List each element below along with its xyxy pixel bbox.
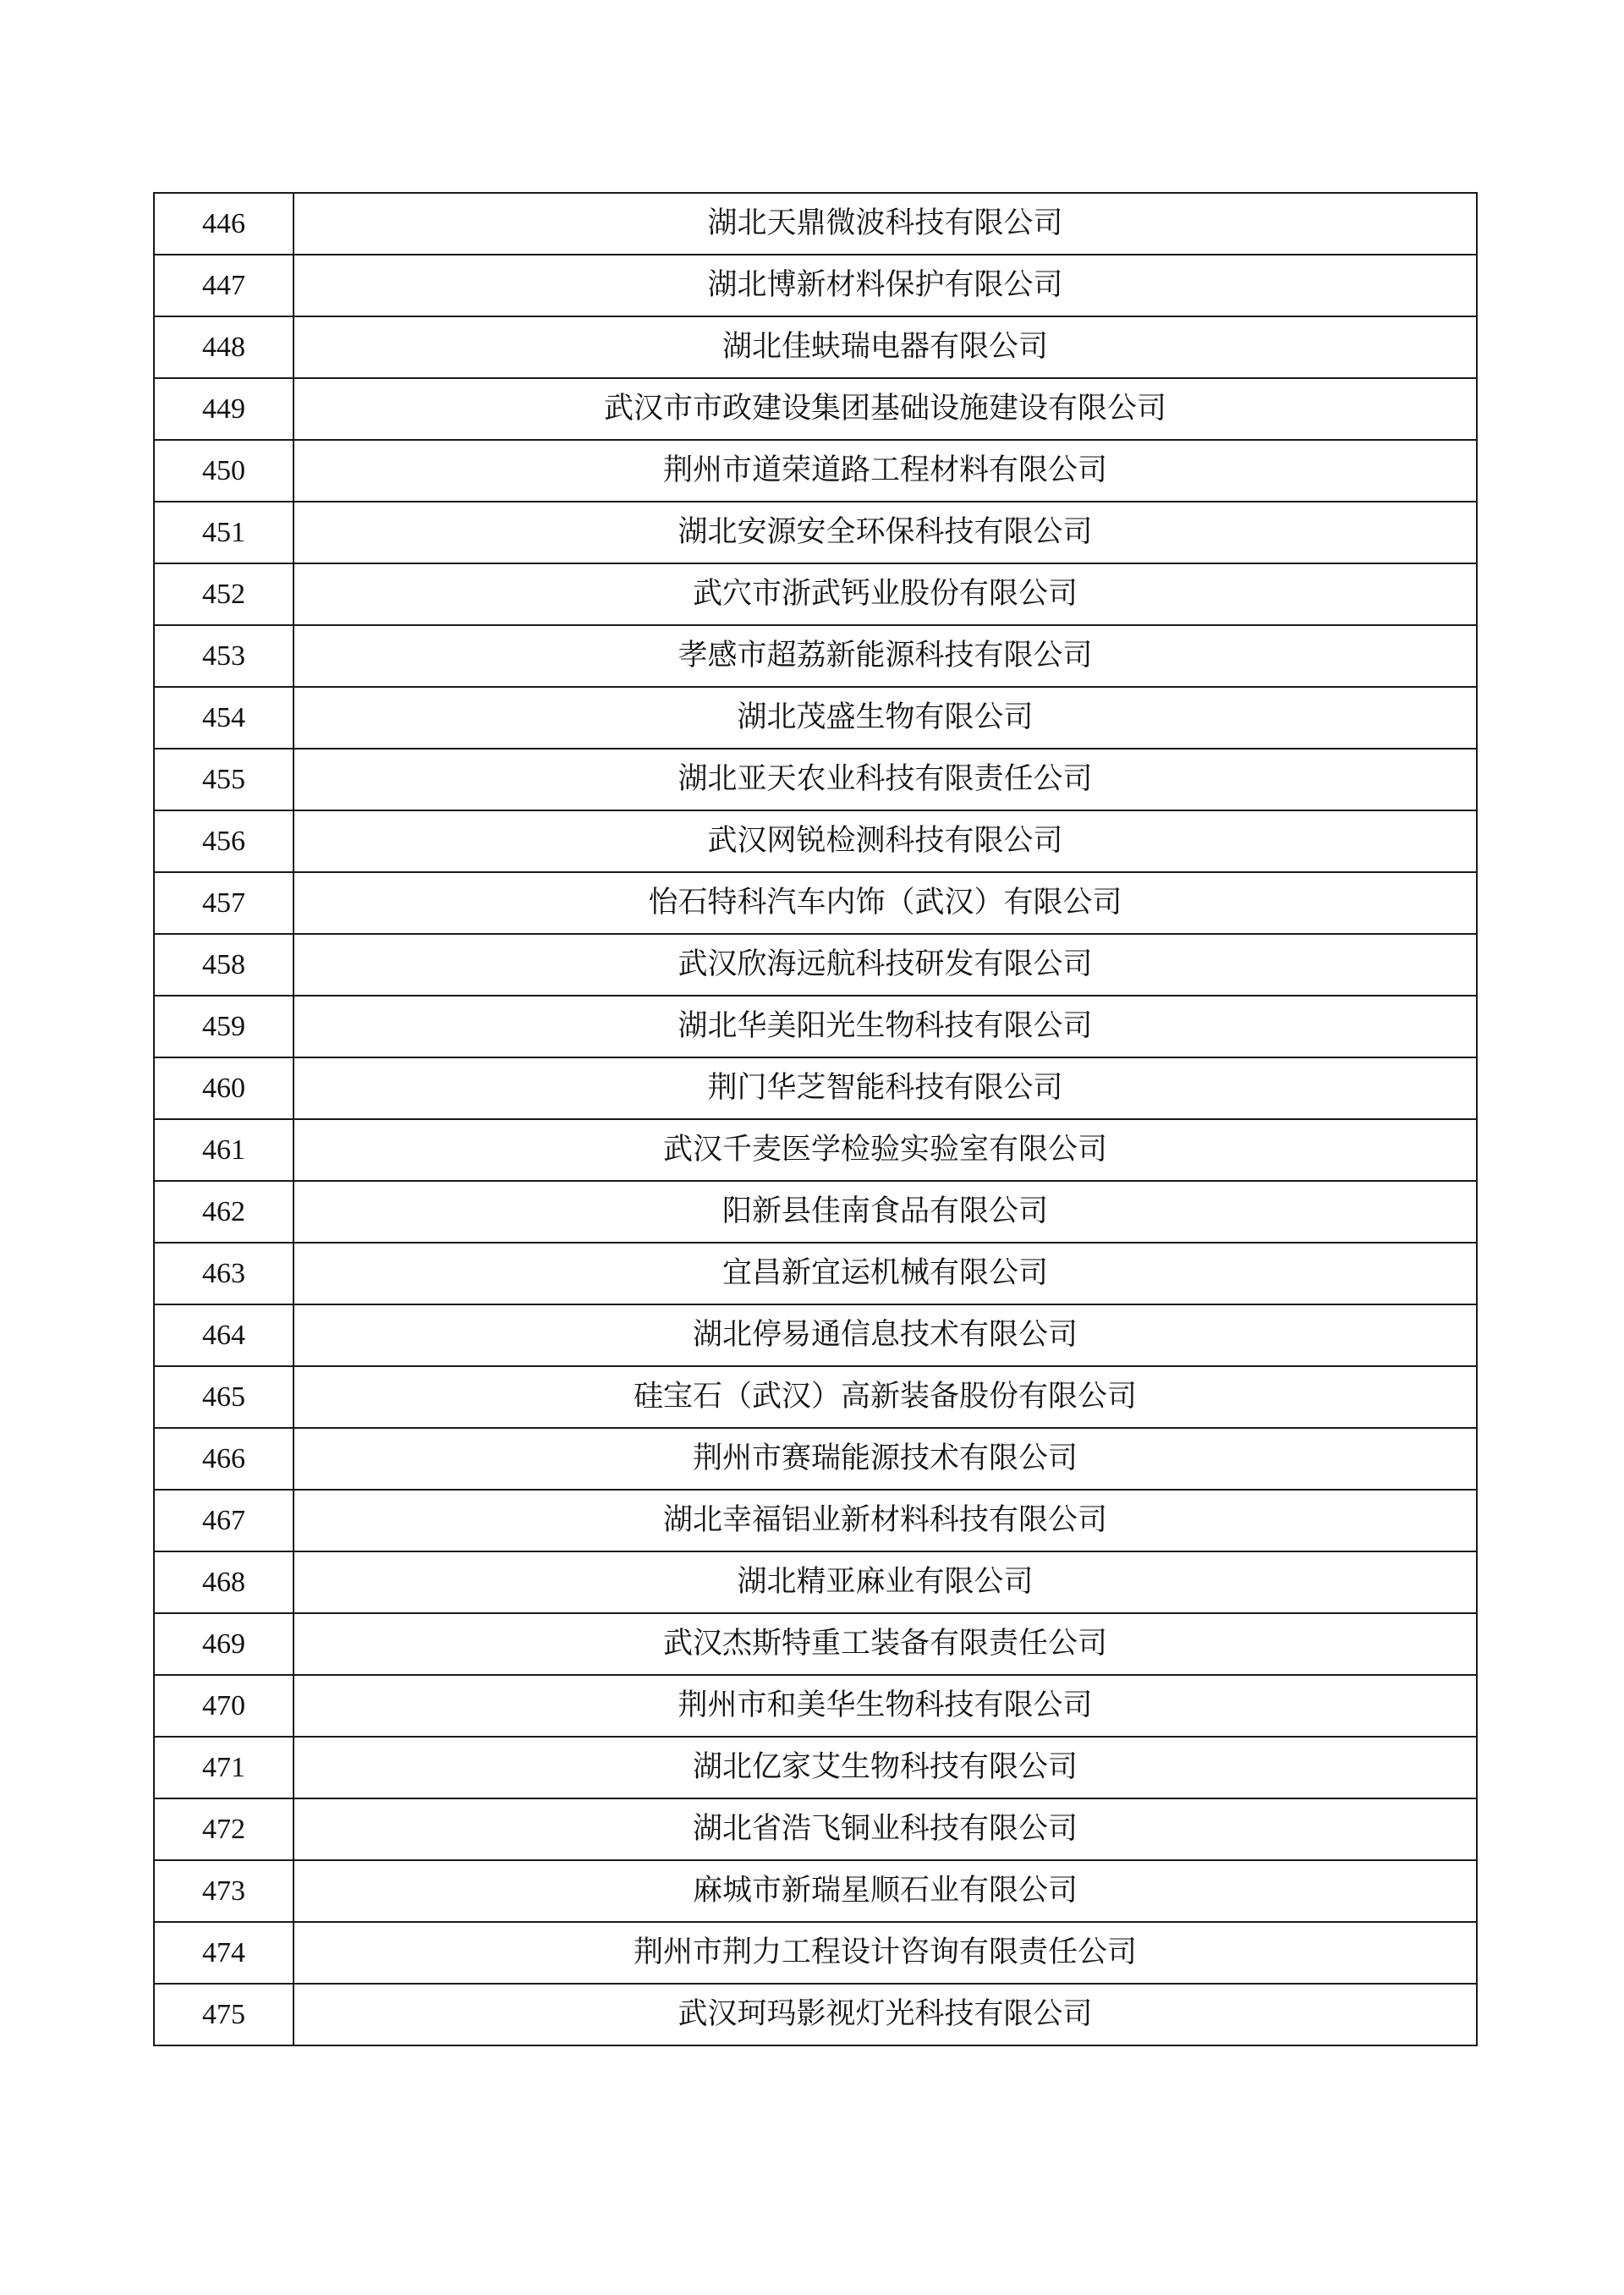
table-row — [154, 872, 1477, 934]
row-number: 450 — [154, 440, 294, 502]
table-row — [154, 316, 1477, 378]
company-name: 湖北亚天农业科技有限责任公司 — [294, 749, 1477, 810]
row-number: 465 — [154, 1366, 294, 1428]
row-number: 455 — [154, 749, 294, 810]
row-number: 467 — [154, 1490, 294, 1551]
company-list-table — [153, 192, 1478, 2046]
table-row — [154, 1057, 1477, 1119]
row-number: 453 — [154, 625, 294, 687]
row-number: 475 — [154, 1984, 294, 2045]
table-row — [154, 1181, 1477, 1243]
company-name: 荆州市道荣道路工程材料有限公司 — [294, 440, 1477, 502]
company-name: 湖北佳蚨瑞电器有限公司 — [294, 316, 1477, 378]
row-number: 466 — [154, 1428, 294, 1490]
company-name: 荆州市和美华生物科技有限公司 — [294, 1675, 1477, 1737]
table-row — [154, 687, 1477, 749]
row-number: 471 — [154, 1737, 294, 1798]
company-name: 武汉欣海远航科技研发有限公司 — [294, 934, 1477, 996]
company-name: 麻城市新瑞星顺石业有限公司 — [294, 1860, 1477, 1922]
table-row — [154, 934, 1477, 996]
table-row — [154, 193, 1477, 255]
company-name: 湖北博新材料保护有限公司 — [294, 255, 1477, 316]
company-name: 硅宝石（武汉）高新装备股份有限公司 — [294, 1366, 1477, 1428]
table-row — [154, 1428, 1477, 1490]
table-row — [154, 1366, 1477, 1428]
row-number: 463 — [154, 1243, 294, 1304]
table-row — [154, 1304, 1477, 1366]
row-number: 446 — [154, 193, 294, 255]
row-number: 456 — [154, 810, 294, 872]
table-row — [154, 1613, 1477, 1675]
row-number: 459 — [154, 996, 294, 1057]
company-name: 武汉杰斯特重工装备有限责任公司 — [294, 1613, 1477, 1675]
row-number: 461 — [154, 1119, 294, 1181]
company-name: 湖北幸福铝业新材料科技有限公司 — [294, 1490, 1477, 1551]
table-row — [154, 1984, 1477, 2045]
table-row — [154, 378, 1477, 440]
row-number: 452 — [154, 563, 294, 625]
row-number: 458 — [154, 934, 294, 996]
row-number: 447 — [154, 255, 294, 316]
table-row — [154, 1675, 1477, 1737]
row-number: 462 — [154, 1181, 294, 1243]
table-row — [154, 1798, 1477, 1860]
company-name: 武汉千麦医学检验实验室有限公司 — [294, 1119, 1477, 1181]
company-name: 湖北省浩飞铜业科技有限公司 — [294, 1798, 1477, 1860]
table-row — [154, 1860, 1477, 1922]
table-row — [154, 440, 1477, 502]
row-number: 468 — [154, 1551, 294, 1613]
row-number: 474 — [154, 1922, 294, 1984]
company-name: 湖北安源安全环保科技有限公司 — [294, 502, 1477, 563]
table-row — [154, 1922, 1477, 1984]
row-number: 464 — [154, 1304, 294, 1366]
company-name: 宜昌新宜运机械有限公司 — [294, 1243, 1477, 1304]
company-name: 荆门华芝智能科技有限公司 — [294, 1057, 1477, 1119]
company-name: 湖北亿家艾生物科技有限公司 — [294, 1737, 1477, 1798]
table-row — [154, 502, 1477, 563]
company-name: 武汉珂玛影视灯光科技有限公司 — [294, 1984, 1477, 2045]
row-number: 451 — [154, 502, 294, 563]
company-list-body — [154, 193, 1477, 2045]
table-row — [154, 1243, 1477, 1304]
company-name: 湖北茂盛生物有限公司 — [294, 687, 1477, 749]
table-row — [154, 996, 1477, 1057]
row-number: 469 — [154, 1613, 294, 1675]
company-name: 武穴市浙武钙业股份有限公司 — [294, 563, 1477, 625]
row-number: 473 — [154, 1860, 294, 1922]
table-row — [154, 749, 1477, 810]
company-name: 怡石特科汽车内饰（武汉）有限公司 — [294, 872, 1477, 934]
table-row — [154, 255, 1477, 316]
company-name: 湖北华美阳光生物科技有限公司 — [294, 996, 1477, 1057]
row-number: 448 — [154, 316, 294, 378]
table-row — [154, 625, 1477, 687]
row-number: 472 — [154, 1798, 294, 1860]
company-name: 湖北天鼎微波科技有限公司 — [294, 193, 1477, 255]
company-name: 湖北精亚麻业有限公司 — [294, 1551, 1477, 1613]
row-number: 460 — [154, 1057, 294, 1119]
company-name: 荆州市荆力工程设计咨询有限责任公司 — [294, 1922, 1477, 1984]
company-name: 湖北停易通信息技术有限公司 — [294, 1304, 1477, 1366]
company-name: 阳新县佳南食品有限公司 — [294, 1181, 1477, 1243]
company-name: 武汉网锐检测科技有限公司 — [294, 810, 1477, 872]
table-row — [154, 1737, 1477, 1798]
row-number: 457 — [154, 872, 294, 934]
table-row — [154, 1119, 1477, 1181]
company-name: 武汉市市政建设集团基础设施建设有限公司 — [294, 378, 1477, 440]
company-name: 荆州市赛瑞能源技术有限公司 — [294, 1428, 1477, 1490]
table-row — [154, 1551, 1477, 1613]
table-row — [154, 1490, 1477, 1551]
company-name: 孝感市超荔新能源科技有限公司 — [294, 625, 1477, 687]
table-row — [154, 810, 1477, 872]
row-number: 470 — [154, 1675, 294, 1737]
table-row — [154, 563, 1477, 625]
row-number: 454 — [154, 687, 294, 749]
row-number: 449 — [154, 378, 294, 440]
